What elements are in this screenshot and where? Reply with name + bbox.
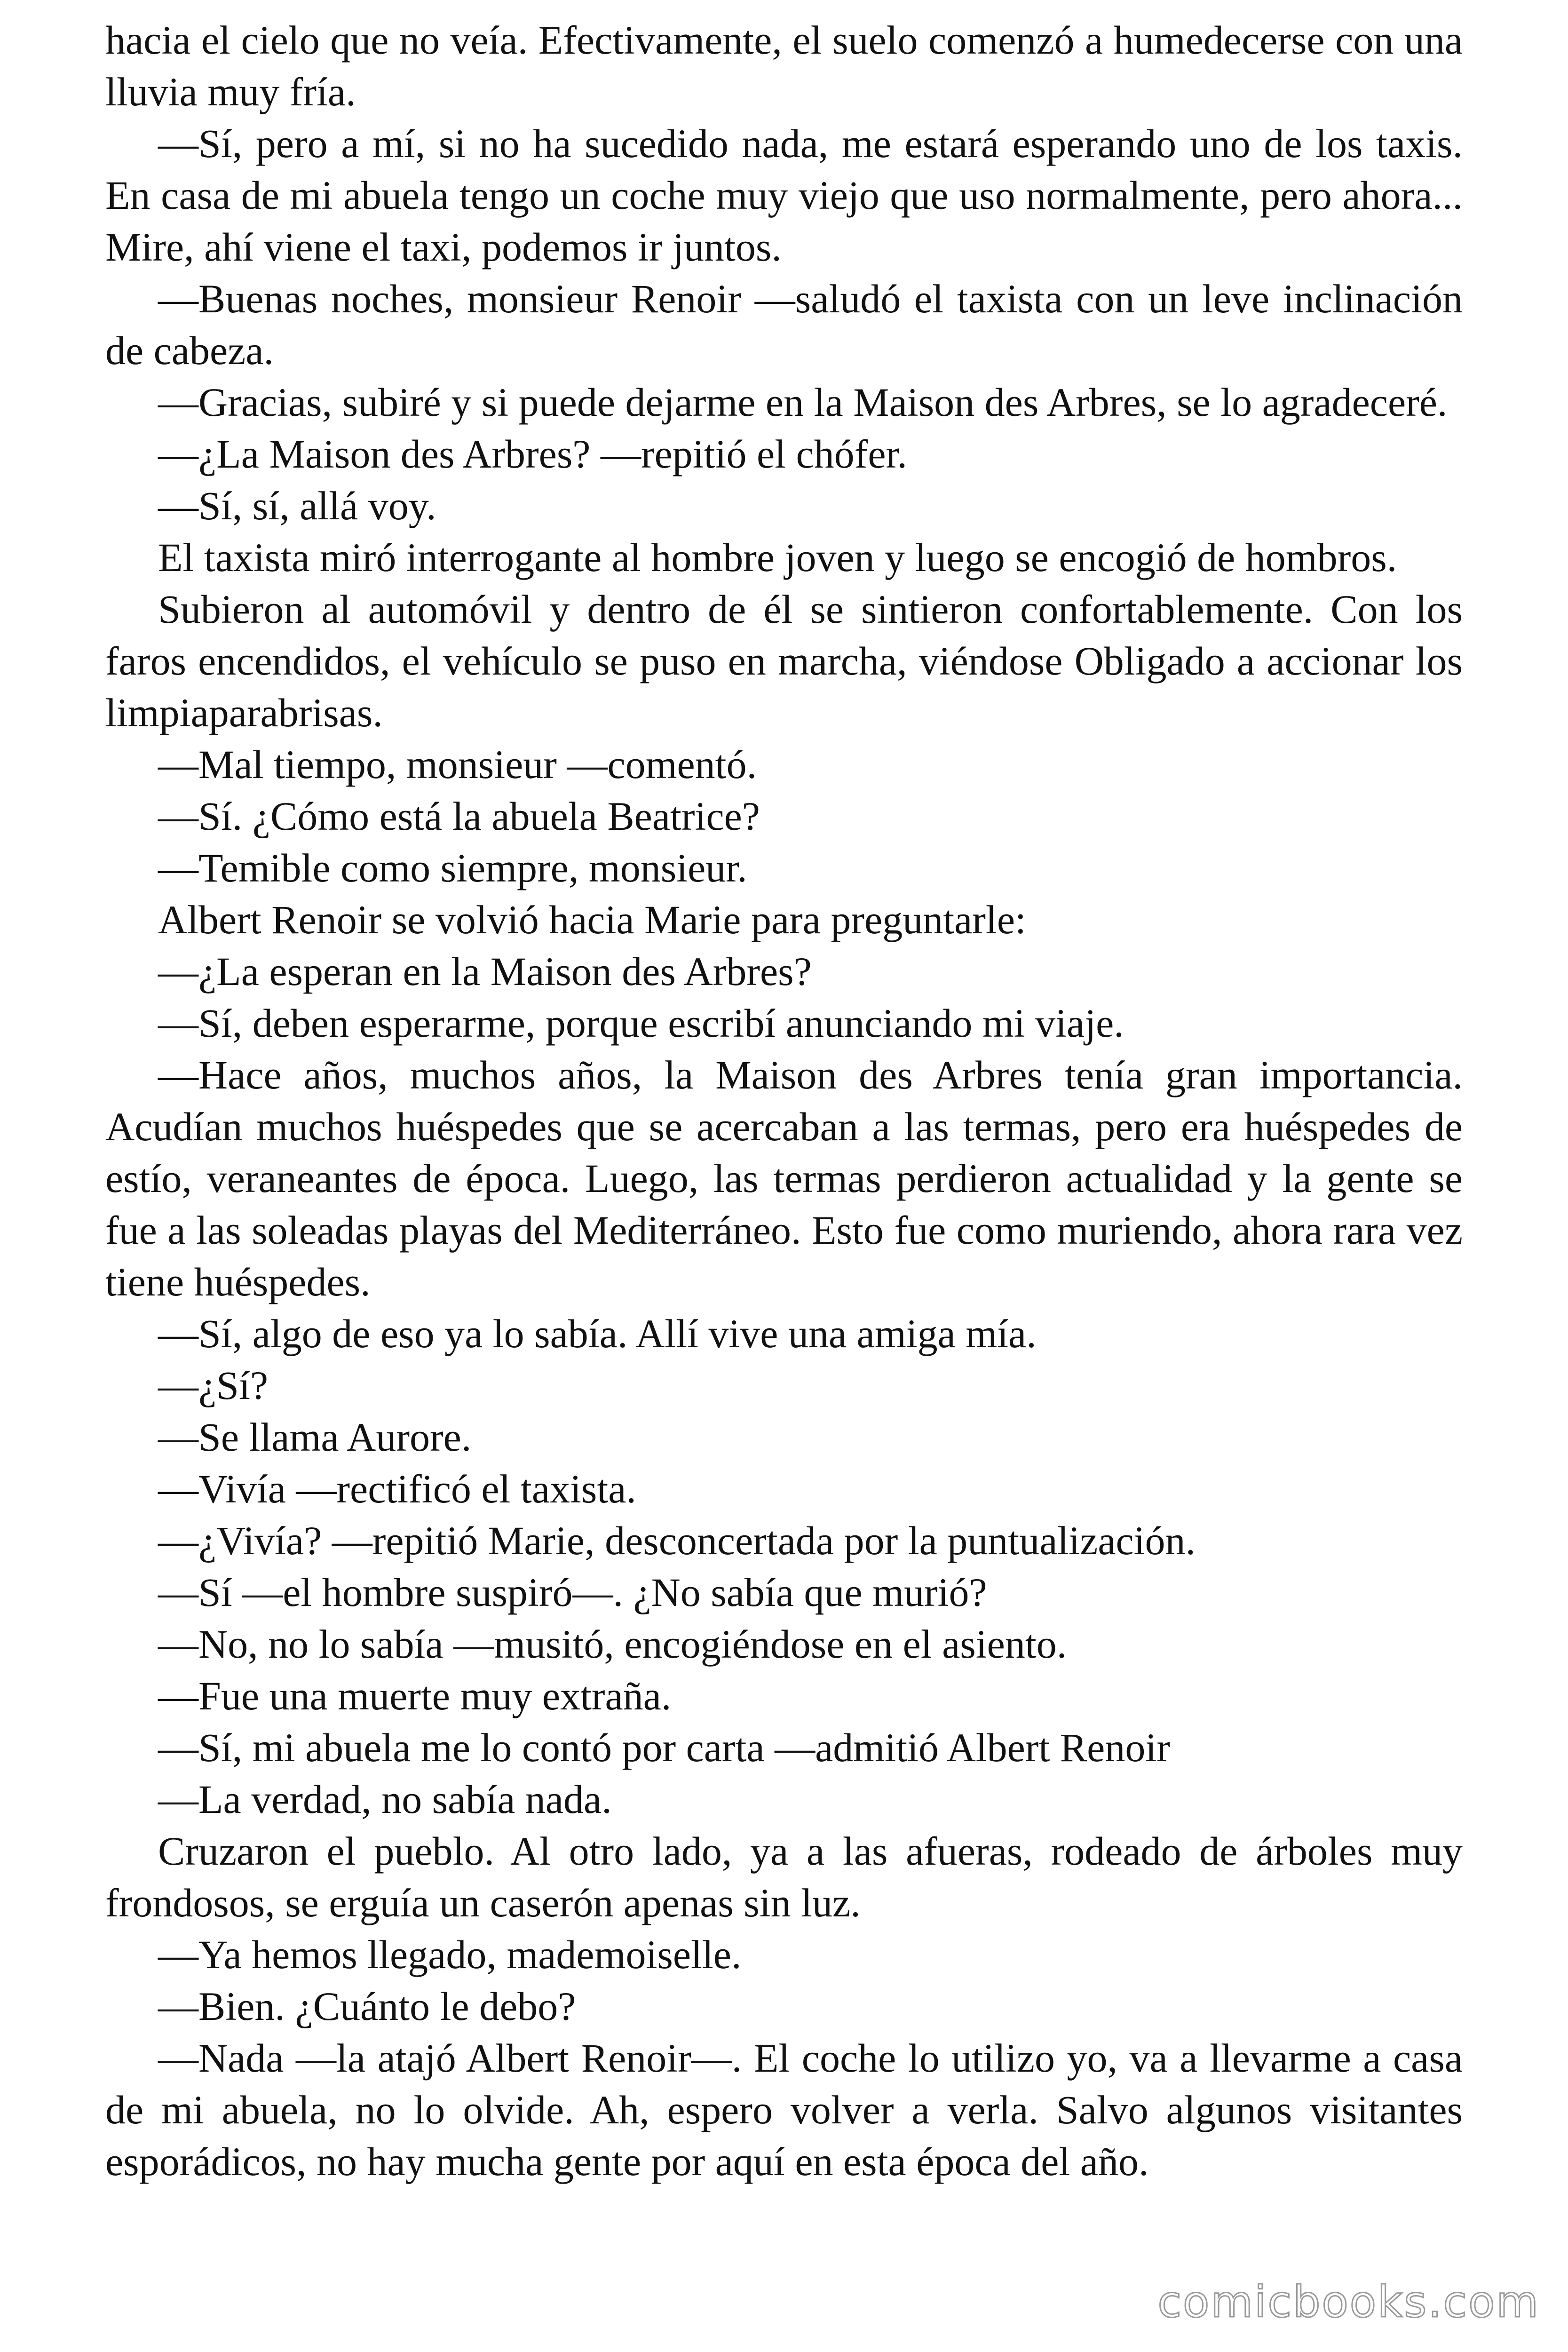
- paragraph: —Hace años, muchos años, la Maison des Arbres tenía gran importancia. Acudían muchos huéspedes que se acercaban a las termas, pero era huéspedes de estío, veraneantes de época. Luego, las termas perdieron actualidad y la gente se fue a las soleadas playas del Mediterráneo. Esto fue como muriendo, ahora rara vez tiene huéspedes.: [105, 1052, 1463, 1304]
- paragraph: —La verdad, no sabía nada.: [158, 1777, 612, 1822]
- paragraph: El taxista miró interrogante al hombre joven y luego se encogió de hombros.: [158, 535, 1397, 580]
- paragraph: —Sí, sí, allá voy.: [158, 483, 436, 528]
- paragraph: —Gracias, subiré y si puede dejarme en la Maison des Arbres, se lo agradeceré.: [158, 380, 1448, 425]
- paragraph: —Fue una muerte muy extraña.: [158, 1673, 672, 1718]
- paragraph: —Vivía —rectificó el taxista.: [158, 1466, 636, 1511]
- paragraph: —Se llama Aurore.: [158, 1414, 472, 1460]
- paragraph: —Bien. ¿Cuánto le debo?: [158, 1984, 576, 2029]
- watermark: comicbooks.com: [1157, 2277, 1540, 2327]
- paragraph: —Sí, mi abuela me lo contó por carta —admitió Albert Renoir: [158, 1725, 1170, 1770]
- paragraph: —No, no lo sabía —musitó, encogiéndose en el asiento.: [158, 1621, 1067, 1667]
- paragraph: Subieron al automóvil y dentro de él se sintieron confortablemente. Con los faros encendidos, el vehículo se puso en marcha, viéndose Obligado a accionar los limpiaparabrisas.: [105, 587, 1463, 735]
- paragraph: hacia el cielo que no veía. Efectivamente, el suelo comenzó a humedecerse con una lluvia muy fría.: [105, 17, 1463, 114]
- paragraph: —Sí, deben esperarme, porque escribí anunciando mi viaje.: [158, 1001, 1124, 1046]
- paragraph: —Sí. ¿Cómo está la abuela Beatrice?: [158, 794, 760, 839]
- paragraph: Cruzaron el pueblo. Al otro lado, ya a las afueras, rodeado de árboles muy frondosos, se erguía un caserón apenas sin luz.: [105, 1828, 1463, 1925]
- paragraph: Albert Renoir se volvió hacia Marie para preguntarle:: [158, 897, 1026, 942]
- paragraph: —Temible como siempre, monsieur.: [158, 845, 747, 890]
- paragraph: —Sí, pero a mí, si no ha sucedido nada, me estará esperando uno de los taxis. En casa de mi abuela tengo un coche muy viejo que uso normalmente, pero ahora... Mire, ahí viene el taxi, podemos ir juntos.: [105, 121, 1463, 270]
- paragraph: —Buenas noches, monsieur Renoir —saludó el taxista con un leve inclinación de cabeza.: [105, 276, 1463, 373]
- body-text: [105, 14, 1463, 2187]
- paragraph: —Mal tiempo, monsieur —comentó.: [158, 742, 757, 787]
- paragraph: —¿La Maison des Arbres? —repitió el chófer.: [158, 431, 907, 477]
- paragraph: —¿La esperan en la Maison des Arbres?: [158, 949, 812, 994]
- paragraph: —¿Vivía? —repitió Marie, desconcertada por la puntualización.: [158, 1518, 1196, 1563]
- paragraph: —Sí —el hombre suspiró—. ¿No sabía que murió?: [158, 1570, 987, 1615]
- paragraph: —Sí, algo de eso ya lo sabía. Allí vive una amiga mía.: [158, 1311, 1037, 1356]
- paragraph: —¿Sí?: [158, 1363, 269, 1408]
- paragraph: —Ya hemos llegado, mademoiselle.: [158, 1932, 742, 1977]
- paragraph: —Nada —la atajó Albert Renoir—. El coche lo utilizo yo, va a llevarme a casa de mi abuela, no lo olvide. Ah, espero volver a verla. Salvo algunos visitantes esporádicos, no hay mucha gente por aquí en esta época del año.: [105, 2035, 1463, 2184]
